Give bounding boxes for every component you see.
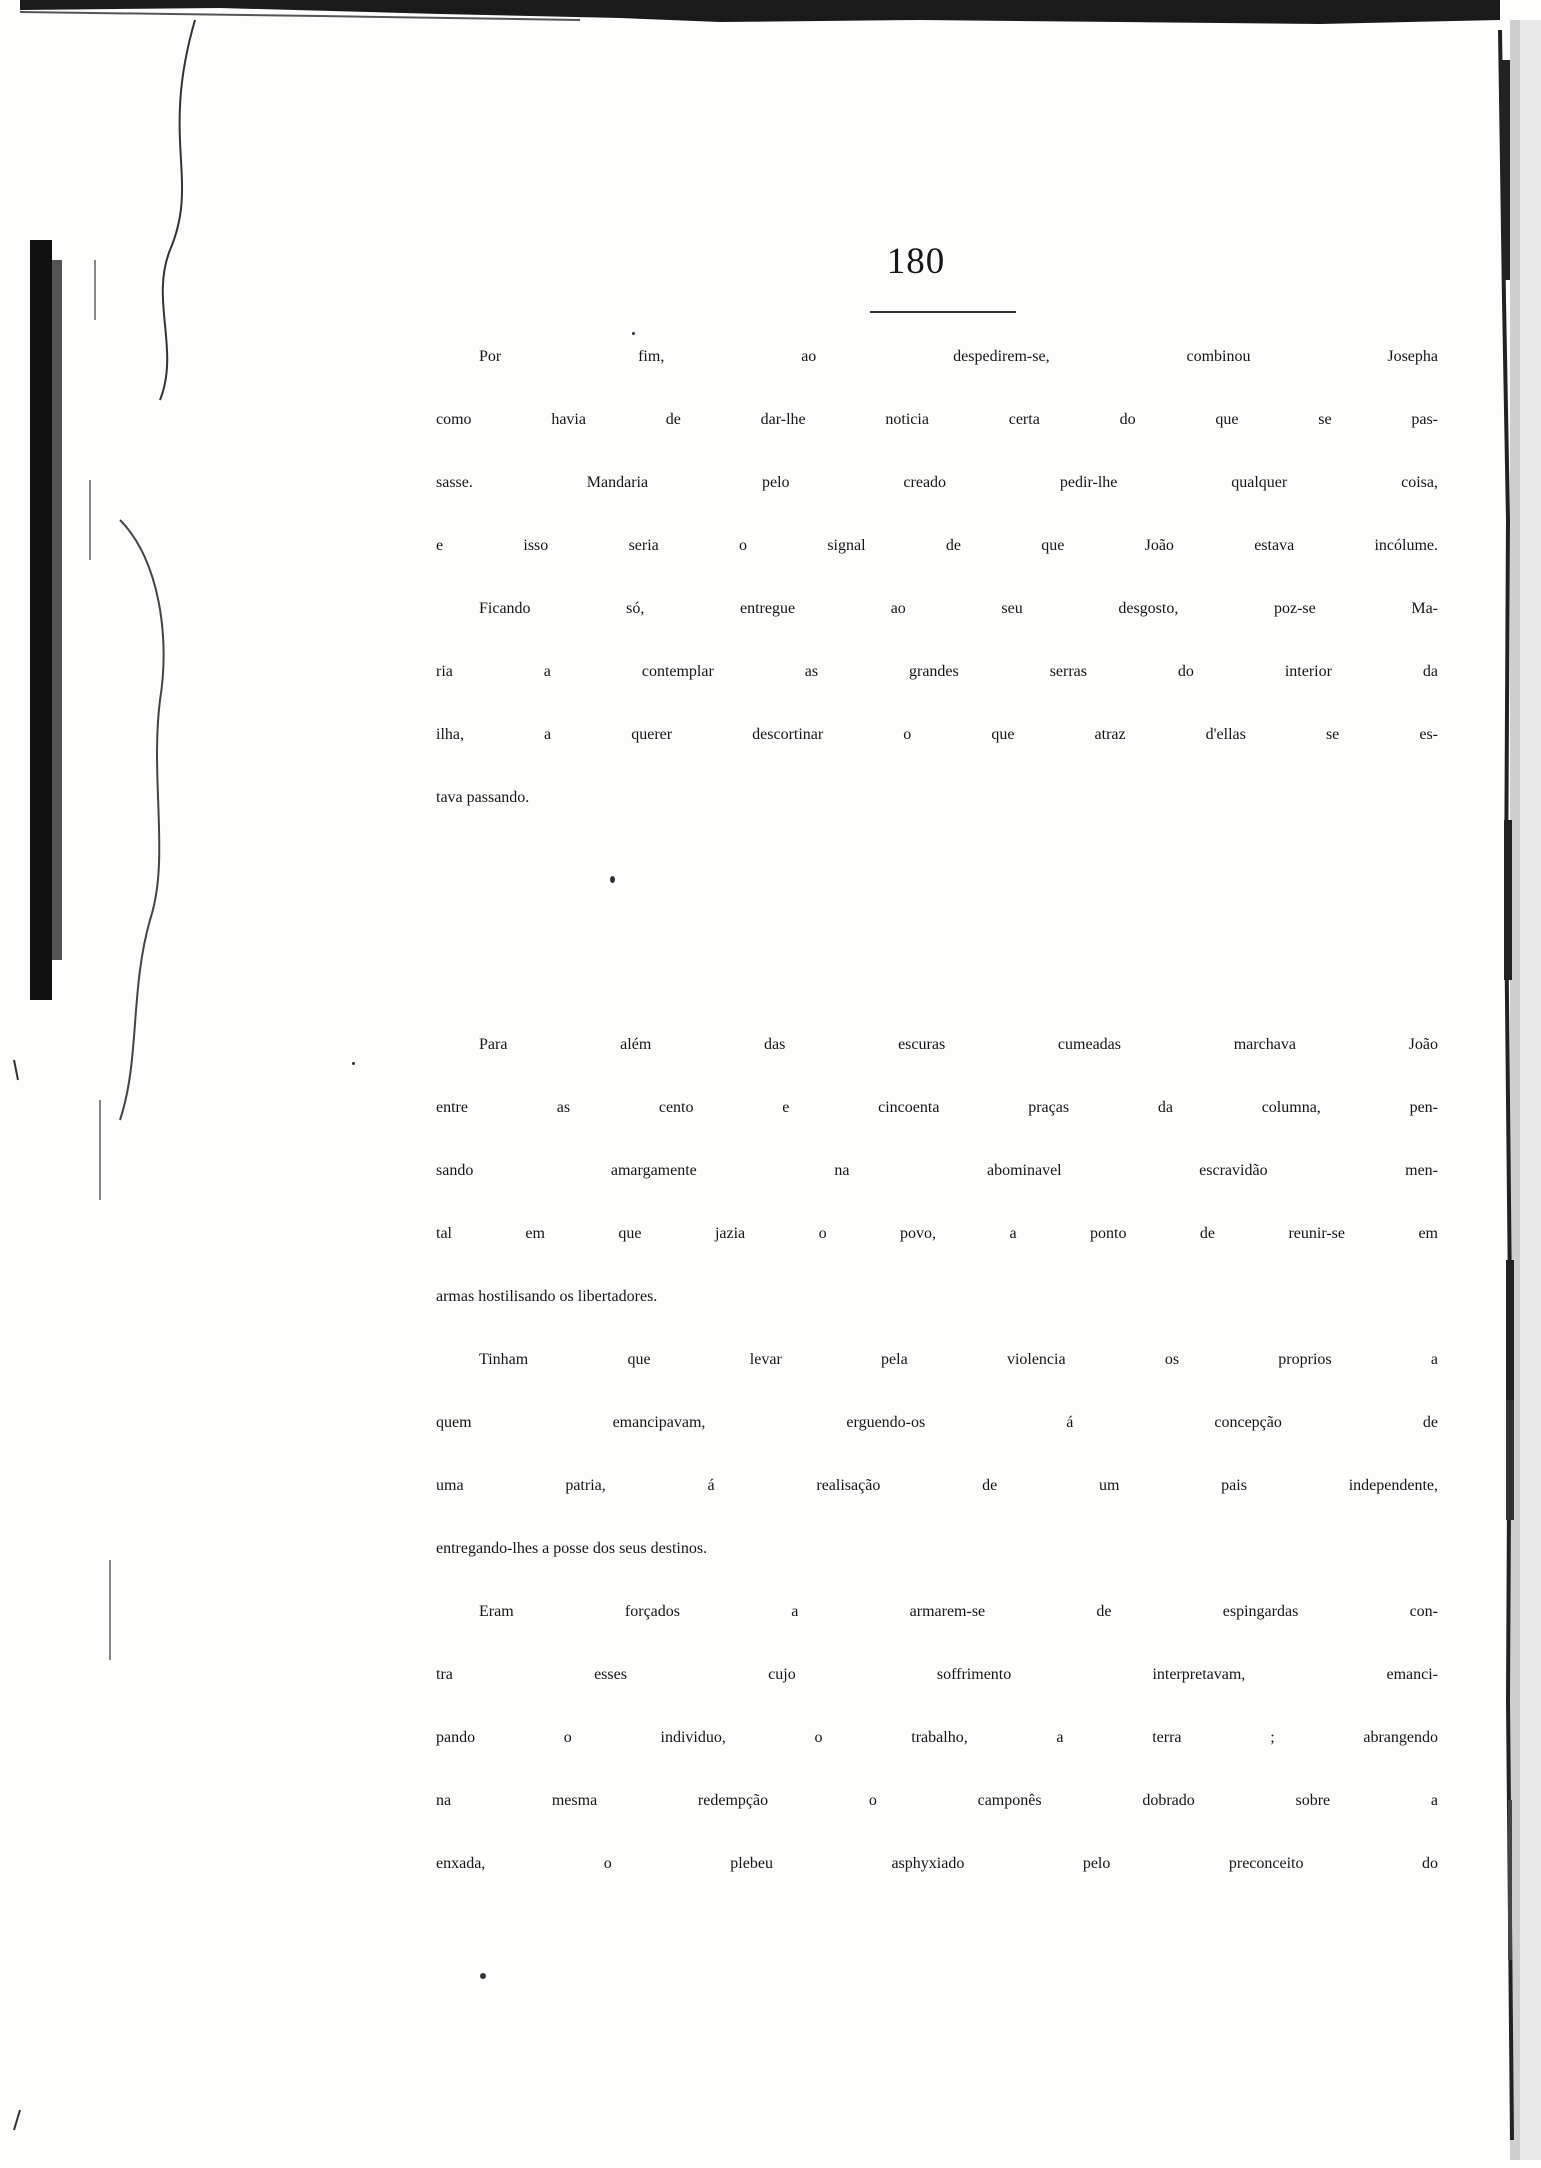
text-line: sasse. Mandaria pelo creado pedir-lhe qualquer coisa, — [436, 474, 1438, 491]
text-line: ria a contemplar as grandes serras do interior da — [436, 663, 1438, 680]
text-line: enxada, o plebeu asphyxiado pelo preconceito do — [436, 1855, 1438, 1872]
text-line: e isso seria o signal de que João estava incólume. — [436, 537, 1438, 554]
text-line: na mesma redempção o camponês dobrado sobre a — [436, 1792, 1438, 1809]
text-line: uma patria, á realisação de um pais independente, — [436, 1477, 1438, 1494]
text-section-one — [436, 348, 1438, 852]
scan-speck — [480, 1973, 486, 1979]
paragraph — [436, 1603, 1438, 1918]
right-scan-edge — [1470, 0, 1541, 2168]
scan-speck — [610, 876, 615, 883]
text-line: Para além das escuras cumeadas marchava João — [479, 1036, 1438, 1053]
page-number-rule — [870, 311, 1016, 313]
left-binding-shadow — [0, 0, 200, 2168]
scan-speck — [352, 1062, 355, 1065]
text-line: sando amargamente na abominavel escravidão men- — [436, 1162, 1438, 1179]
text-line: entregando-lhes a posse dos seus destinos. — [436, 1540, 708, 1557]
text-line: tava passando. — [436, 789, 530, 806]
text-line: tra esses cujo soffrimento interpretavam, emanci- — [436, 1666, 1438, 1683]
text-line: armas hostilisando os libertadores. — [436, 1288, 658, 1305]
text-line: ilha, a querer descortinar o que atraz d'ellas se es- — [436, 726, 1438, 743]
text-line: Tinham que levar pela violencia os proprios a — [479, 1351, 1438, 1368]
text-section-two — [436, 1036, 1438, 1918]
paragraph — [436, 348, 1438, 600]
top-scan-edge — [20, 0, 1500, 26]
paragraph — [436, 600, 1438, 852]
text-line: Ficando só, entregue ao seu desgosto, poz-se Ma- — [479, 600, 1438, 617]
text-line: Por fim, ao despedirem-se, combinou Josepha — [479, 348, 1438, 365]
text-line: tal em que jazia o povo, a ponto de reunir-se em — [436, 1225, 1438, 1242]
text-line: pando o individuo, o trabalho, a terra ; abrangendo — [436, 1729, 1438, 1746]
text-line: como havia de dar-lhe noticia certa do que se pas- — [436, 411, 1438, 428]
text-line: Eram forçados a armarem-se de espingardas con- — [479, 1603, 1438, 1620]
paragraph — [436, 1036, 1438, 1351]
paragraph — [436, 1351, 1438, 1603]
page-number: 180 — [886, 241, 946, 282]
text-line: quem emancipavam, erguendo-os á concepção de — [436, 1414, 1438, 1431]
scan-speck — [632, 332, 635, 335]
text-line: entre as cento e cincoenta praças da columna, pen- — [436, 1099, 1438, 1116]
